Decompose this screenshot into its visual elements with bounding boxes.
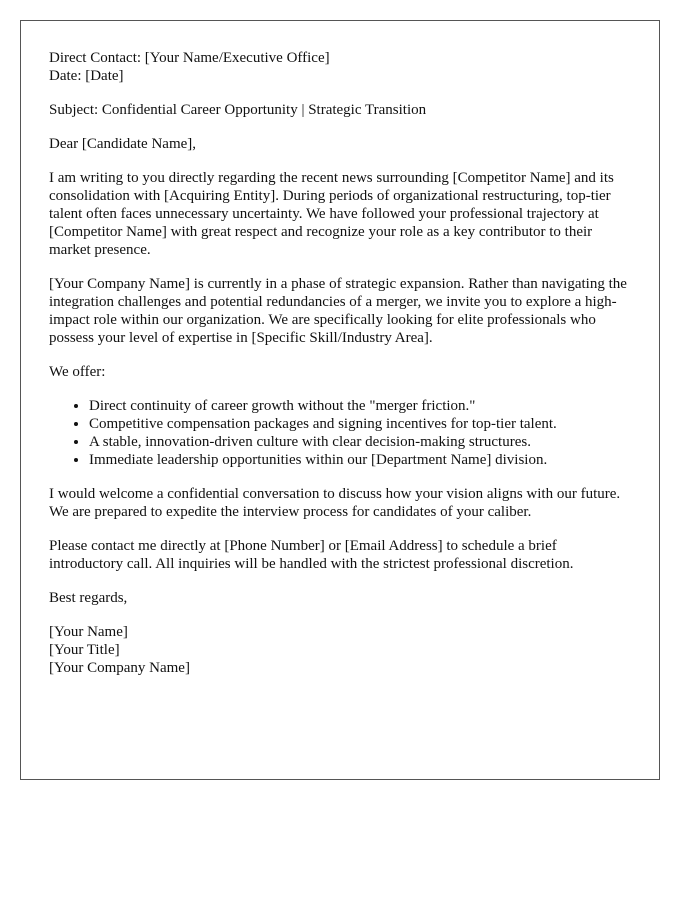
sign-off: Best regards, — [49, 590, 128, 606]
body-paragraph: [Your Company Name] is currently in a phase of strategic expansion. Rather than navigating the integration challenges and potential redundancies of a merger, we invite you to explore a high-impact role within our organization. We are specifically looking for elite professionals who possess your level of expertise in [Specific Skill/Industry Area]. — [49, 276, 627, 346]
subject-line: Subject: Confidential Career Opportunity | Strategic Transition — [49, 102, 427, 118]
signature-block — [49, 623, 631, 677]
offer-list-item: • Competitive compensation packages and signing incentives for top-tier talent. — [89, 415, 631, 433]
offer-intro: We offer: — [49, 364, 106, 380]
closing-paragraph: Please contact me directly at [Phone Number] or [Email Address] to schedule a brief introductory call. All inquiries will be handled with the strictest professional discretion. — [49, 538, 574, 572]
direct-contact-line: Direct Contact: [Your Name/Executive Office] — [49, 50, 330, 66]
closing-paragraph: I would welcome a confidential conversation to discuss how your vision aligns with our future. We are prepared to expedite the interview process for candidates of your caliber. — [49, 486, 621, 520]
letter-page — [20, 20, 660, 780]
letter-header — [49, 49, 631, 85]
signature-title: [Your Title] — [49, 642, 120, 658]
letter-body — [49, 49, 631, 677]
offer-list-item: • Direct continuity of career growth without the "merger friction." — [89, 397, 631, 415]
signature-company: [Your Company Name] — [49, 660, 190, 676]
offer-list-item: • Immediate leadership opportunities within our [Department Name] division. — [89, 451, 631, 469]
body-paragraph: I am writing to you directly regarding the recent news surrounding [Competitor Name] and its consolidation with [Acquiring Entity]. During periods of organizational restructuring, top-tier talent often faces unnecessary uncertainty. We have followed your professional trajectory at [Competitor Name] with great respect and recognize your role as a key contributor to their market presence. — [49, 170, 614, 258]
signature-name: [Your Name] — [49, 624, 128, 640]
offer-list-item: • A stable, innovation-driven culture with clear decision-making structures. — [89, 433, 631, 451]
offer-list — [49, 397, 631, 469]
date-line: Date: [Date] — [49, 68, 124, 84]
salutation: Dear [Candidate Name], — [49, 136, 197, 152]
